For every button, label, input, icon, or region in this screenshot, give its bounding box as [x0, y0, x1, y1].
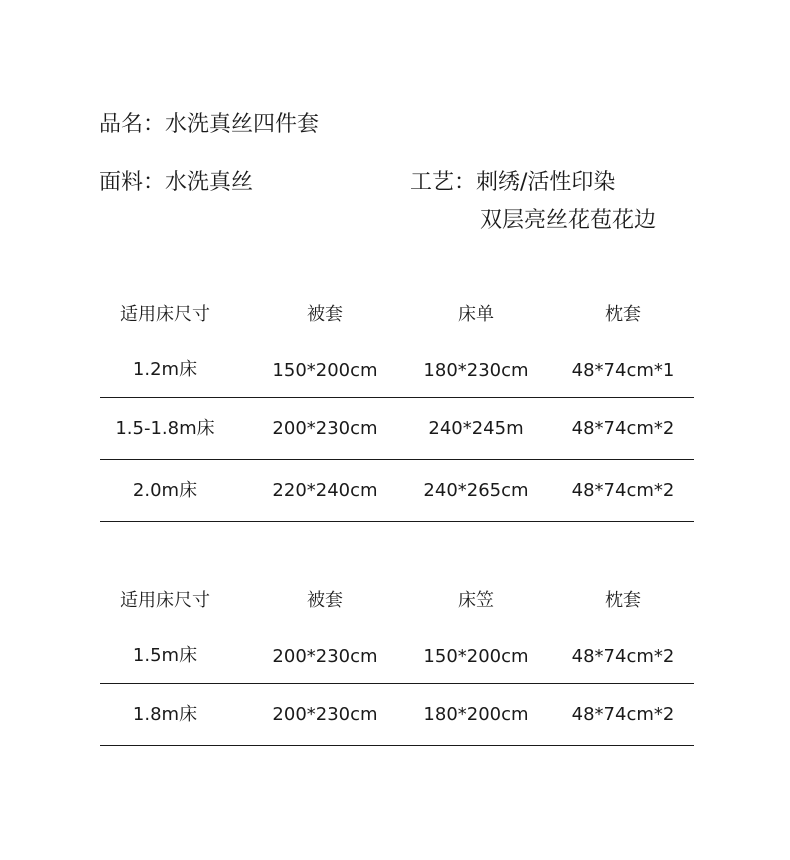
pillowcase-cell: 48*74cm*1 [571, 359, 675, 381]
fabric-line [99, 168, 253, 198]
flat-sheet-cell: 240*245m [428, 418, 524, 439]
header-bed-size: 适用床尺寸 [120, 589, 210, 611]
fabric-value: 水洗真丝 [165, 170, 254, 195]
fitted-sheet-cell: 180*200cm [423, 704, 529, 725]
size-table-flat-sheet [100, 282, 694, 522]
craft-label: 工艺： [410, 170, 477, 195]
fabric-label: 面料： [99, 170, 166, 195]
table-header-row [100, 568, 694, 629]
pillowcase-cell: 48*74cm*2 [571, 418, 675, 439]
table-row [100, 684, 694, 746]
duvet-cover-cell: 150*200cm [272, 359, 378, 381]
product-name-line [99, 110, 319, 140]
craft-line [410, 168, 615, 198]
table-row [100, 629, 694, 684]
header-duvet-cover: 被套 [307, 303, 343, 325]
header-fitted-sheet: 床笠 [458, 589, 494, 611]
duvet-cover-cell: 220*240cm [272, 480, 378, 501]
table-row [100, 343, 694, 398]
bed-size-cell: 1.5m床 [132, 645, 198, 666]
bed-size-cell: 1.2m床 [132, 359, 198, 380]
table-row [100, 398, 694, 460]
header-bed-size: 适用床尺寸 [120, 303, 210, 325]
pillowcase-cell: 48*74cm*2 [571, 480, 675, 501]
product-name-label: 品名： [99, 112, 166, 137]
craft-line-2 [480, 206, 656, 236]
bed-size-cell: 2.0m床 [132, 479, 198, 501]
duvet-cover-cell: 200*230cm [272, 704, 378, 725]
flat-sheet-cell: 240*265cm [423, 480, 529, 501]
table-header-row [100, 282, 694, 343]
flat-sheet-cell: 180*230cm [423, 359, 529, 381]
size-table-fitted-sheet [100, 568, 694, 746]
craft-value-line2: 双层亮丝花苞花边 [480, 208, 657, 233]
pillowcase-cell: 48*74cm*2 [571, 645, 675, 667]
bed-size-cell: 1.5-1.8m床 [115, 417, 215, 439]
fitted-sheet-cell: 150*200cm [423, 645, 529, 667]
table-row [100, 460, 694, 522]
header-pillowcase: 枕套 [605, 303, 641, 325]
product-name-value: 水洗真丝四件套 [165, 112, 320, 137]
duvet-cover-cell: 200*230cm [272, 418, 378, 439]
header-flat-sheet: 床单 [458, 303, 494, 325]
header-pillowcase: 枕套 [605, 589, 641, 611]
craft-value-line1: 刺绣/活性印染 [476, 170, 616, 195]
pillowcase-cell: 48*74cm*2 [571, 704, 675, 725]
header-duvet-cover: 被套 [307, 589, 343, 611]
duvet-cover-cell: 200*230cm [272, 645, 378, 667]
bed-size-cell: 1.8m床 [132, 703, 198, 725]
